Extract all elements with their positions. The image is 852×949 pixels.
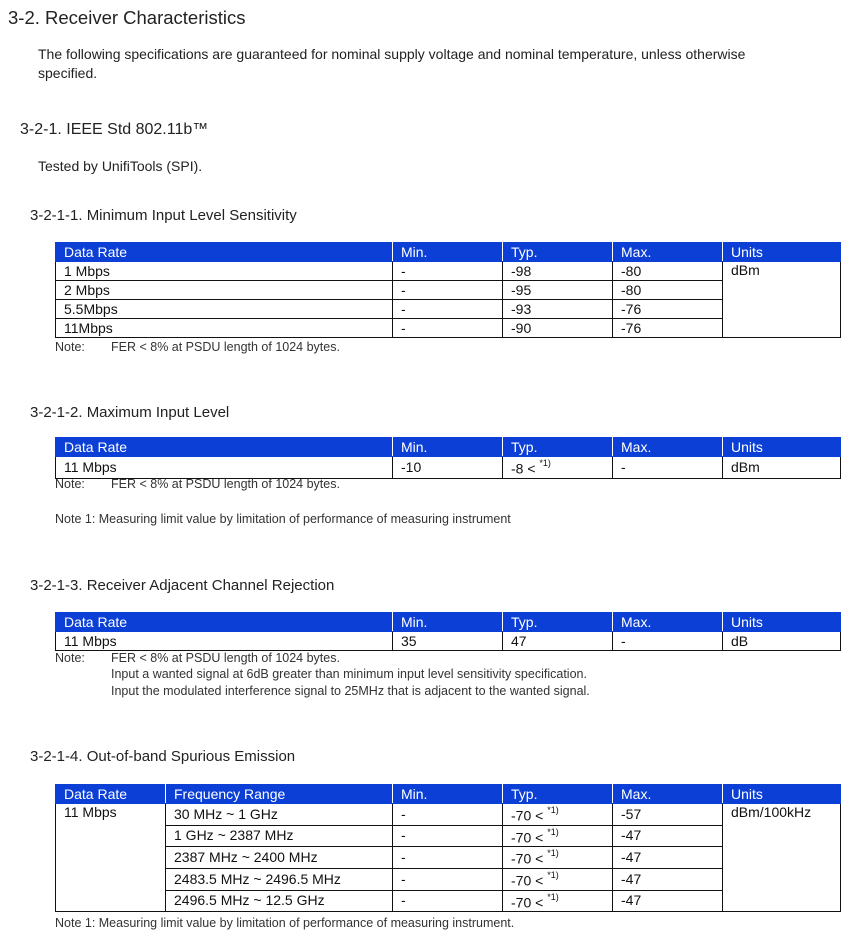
table-row [56, 457, 841, 479]
cell-min: 35 [393, 632, 503, 651]
cell-typ: -98 [503, 262, 613, 281]
cell-typ: -90 [503, 319, 613, 338]
cell-max: -76 [613, 319, 723, 338]
note-label: Note: [55, 340, 85, 354]
typ-value: -70 < [511, 850, 544, 867]
max-input-heading: 3-2-1-2. Maximum Input Level [30, 404, 230, 421]
col-frequency-range: Frequency Range [166, 785, 393, 804]
col-units: Units [723, 785, 841, 804]
sensitivity-heading: 3-2-1-1. Minimum Input Level Sensitivity [30, 207, 297, 224]
intro-text-line2: specified. [38, 65, 98, 81]
spurious-table [55, 784, 841, 912]
cell-max: -47 [613, 825, 723, 847]
cell-max: -80 [613, 262, 723, 281]
cell-max: -57 [613, 804, 723, 826]
col-max: Max. [613, 613, 723, 632]
cell-min: - [393, 804, 503, 826]
intro-text-line1: The following specifications are guaranteed for nominal supply voltage and nominal temperature, unless otherwise [38, 46, 746, 62]
col-min: Min. [393, 613, 503, 632]
table-header-row [56, 785, 841, 804]
table-header-row [56, 613, 841, 632]
col-data-rate: Data Rate [56, 243, 393, 262]
footnote-ref: *1) [547, 848, 559, 859]
cell-units: dBm/100kHz [723, 804, 841, 912]
col-typ: Typ. [503, 438, 613, 457]
cell-max: -47 [613, 868, 723, 890]
cell-max: -80 [613, 281, 723, 300]
col-min: Min. [393, 243, 503, 262]
cell-min: -10 [393, 457, 503, 479]
cell-typ [503, 825, 613, 847]
col-min: Min. [393, 785, 503, 804]
max-input-table [55, 437, 841, 479]
cell-typ: -93 [503, 300, 613, 319]
cell-max: -47 [613, 847, 723, 869]
cell-rate: 2 Mbps [56, 281, 393, 300]
table-header-row [56, 438, 841, 457]
cell-freq: 2483.5 MHz ~ 2496.5 MHz [166, 868, 393, 890]
cell-max: -76 [613, 300, 723, 319]
typ-value: -8 < [511, 460, 536, 477]
cell-units: dBm [723, 457, 841, 479]
col-max: Max. [613, 243, 723, 262]
section-heading: 3-2-1. IEEE Std 802.11b™ [20, 121, 209, 138]
col-data-rate: Data Rate [56, 785, 166, 804]
cell-max: -47 [613, 890, 723, 912]
typ-value: -70 < [511, 807, 544, 824]
cell-typ: -95 [503, 281, 613, 300]
col-typ: Typ. [503, 785, 613, 804]
col-units: Units [723, 613, 841, 632]
footnote-ref: *1) [547, 891, 559, 902]
page-title: 3-2. Receiver Characteristics [8, 7, 246, 28]
cell-freq: 2496.5 MHz ~ 12.5 GHz [166, 890, 393, 912]
cell-typ: 47 [503, 632, 613, 651]
cell-rate: 5.5Mbps [56, 300, 393, 319]
footnote-ref: *1) [547, 869, 559, 880]
cell-rate: 11 Mbps [56, 804, 166, 912]
adjacent-note-line2: Input a wanted signal at 6dB greater than minimum input level sensitivity specification. [111, 667, 587, 681]
col-data-rate: Data Rate [56, 613, 393, 632]
cell-typ [503, 804, 613, 826]
table-row [56, 262, 841, 281]
col-typ: Typ. [503, 243, 613, 262]
cell-freq: 1 GHz ~ 2387 MHz [166, 825, 393, 847]
cell-freq: 30 MHz ~ 1 GHz [166, 804, 393, 826]
footnote-ref: *1) [539, 458, 551, 468]
cell-rate: 11 Mbps [56, 457, 393, 479]
cell-typ [503, 457, 613, 479]
cell-max: - [613, 632, 723, 651]
table-row [56, 632, 841, 651]
cell-min: - [393, 825, 503, 847]
cell-max: - [613, 457, 723, 479]
col-units: Units [723, 438, 841, 457]
table-header-row [56, 243, 841, 262]
cell-min: - [393, 890, 503, 912]
typ-value: -70 < [511, 829, 544, 846]
sensitivity-note: FER < 8% at PSDU length of 1024 bytes. [111, 340, 340, 354]
col-min: Min. [393, 438, 503, 457]
cell-typ [503, 868, 613, 890]
footnote-ref: *1) [547, 826, 559, 837]
col-typ: Typ. [503, 613, 613, 632]
footnote-ref: *1) [547, 805, 559, 815]
note-label: Note: [55, 651, 85, 665]
adjacent-note: FER < 8% at PSDU length of 1024 bytes. [111, 651, 340, 665]
cell-units: dBm [723, 262, 841, 338]
col-max: Max. [613, 785, 723, 804]
typ-value: -70 < [511, 872, 544, 889]
cell-min: - [393, 262, 503, 281]
sensitivity-table [55, 242, 841, 338]
cell-units: dB [723, 632, 841, 651]
adjacent-table [55, 612, 841, 651]
adjacent-heading: 3-2-1-3. Receiver Adjacent Channel Rejection [30, 577, 335, 594]
col-max: Max. [613, 438, 723, 457]
cell-rate: 1 Mbps [56, 262, 393, 281]
max-input-note1: Note 1: Measuring limit value by limitation of performance of measuring instrument [55, 512, 511, 526]
note-label: Note: [55, 477, 85, 491]
col-data-rate: Data Rate [56, 438, 393, 457]
cell-rate: 11 Mbps [56, 632, 393, 651]
spurious-heading: 3-2-1-4. Out-of-band Spurious Emission [30, 748, 296, 765]
col-units: Units [723, 243, 841, 262]
cell-min: - [393, 319, 503, 338]
cell-freq: 2387 MHz ~ 2400 MHz [166, 847, 393, 869]
cell-min: - [393, 847, 503, 869]
spurious-note1: Note 1: Measuring limit value by limitation of performance of measuring instrument. [55, 916, 515, 930]
cell-rate: 11Mbps [56, 319, 393, 338]
adjacent-note-line3: Input the modulated interference signal to 25MHz that is adjacent to the wanted signal. [111, 684, 590, 698]
cell-typ [503, 890, 613, 912]
typ-value: -70 < [511, 894, 544, 911]
max-input-note: FER < 8% at PSDU length of 1024 bytes. [111, 477, 340, 491]
cell-min: - [393, 281, 503, 300]
tested-by-text: Tested by UnifiTools (SPI). [38, 158, 203, 174]
cell-min: - [393, 300, 503, 319]
table-row [56, 804, 841, 826]
cell-min: - [393, 868, 503, 890]
cell-typ [503, 847, 613, 869]
